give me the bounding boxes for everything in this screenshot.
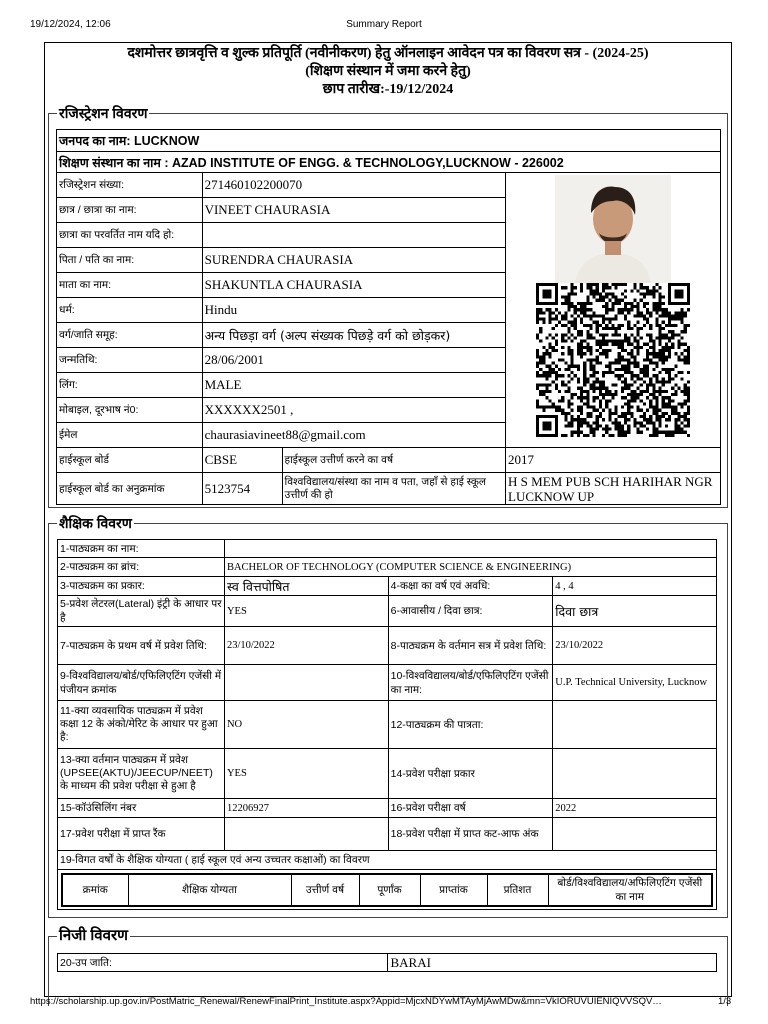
counselling-number: 12206927 — [224, 799, 388, 818]
district-row: जनपद का नाम: LUCKNOW — [57, 130, 721, 152]
field-label: 15-कॉउंसिलिंग नंबर — [58, 799, 225, 818]
education-history-heading: 19-विगत वर्षों के शैक्षिक योग्यता ( हाई स्कूल एवं अन्य उच्चतर कक्षाओं) का विवरण — [58, 851, 717, 870]
field-label: 18-प्रवेश परीक्षा में प्राप्त कट-आफ अंक — [388, 818, 553, 851]
hs-school: H S MEM PUB SCH HARIHAR NGR LUCKNOW UP — [506, 473, 721, 505]
mother-name: SHAKUNTLA CHAURASIA — [202, 273, 505, 298]
field-label: 2-पाठ्यक्रम का ब्रांच: — [58, 558, 225, 577]
field-label: जन्मतिथि: — [57, 348, 203, 373]
course-name — [224, 540, 716, 558]
course-type: स्व वित्तपोषित — [224, 577, 388, 596]
field-label: हाईस्कूल बोर्ड — [57, 448, 203, 473]
field-label: 11-क्या व्यवसायिक पाठ्यक्रम में प्रवेश कक्षा 12 के अंको/मेरिट के आधार पर हुआ है: — [58, 701, 225, 749]
university-registration-number — [224, 665, 388, 701]
course-eligibility — [553, 701, 717, 749]
field-label: 14-प्रवेश परीक्षा प्रकार — [388, 749, 553, 799]
title-line-3: छाप तारीख:-19/12/2024 — [322, 82, 454, 97]
entrance-rank — [224, 818, 388, 851]
field-label: 13-क्या वर्तमान पाठ्यक्रम में प्रवेश (UPSEE(AKTU)/JEECUP/NEET) के माध्यम की प्रवेश परीक्षा से हुआ है — [58, 749, 225, 799]
entrance-exam-type — [553, 749, 717, 799]
field-label: धर्म: — [57, 298, 203, 323]
education-history-table — [61, 873, 713, 907]
changed-name — [202, 223, 505, 248]
field-label: पिता / पति का नाम: — [57, 248, 203, 273]
date-of-birth: 28/06/2001 — [202, 348, 505, 373]
field-label: 10-विश्वविद्यालय/बोर्ड/एफिलिएटिंग एजेंसी का नाम: — [388, 665, 553, 701]
field-label: हाईस्कूल बोर्ड का अनुक्रमांक — [57, 473, 203, 505]
field-label: लिंग: — [57, 373, 203, 398]
personal-table — [57, 953, 717, 972]
page-number: 1/3 — [718, 996, 732, 1007]
title-line-2: (शिक्षण संस्थान में जमा करने हेतु) — [305, 64, 471, 79]
sub-caste: BARAI — [388, 954, 717, 972]
field-label: छात्रा का परवर्तित नाम यदि हो: — [57, 223, 203, 248]
field-label: 8-पाठ्यक्रम के वर्तमान सत्र में प्रवेश तिथि: — [388, 627, 553, 665]
field-label: 4-कक्षा का वर्ष एवं अवधि: — [388, 577, 553, 596]
caste-category: अन्य पिछड़ा वर्ग (अल्प संख्यक पिछड़े वर्ग को छोड़कर) — [202, 323, 505, 348]
entrance-cutoff — [553, 818, 717, 851]
registration-number: 271460102200070 — [202, 173, 505, 198]
field-label: 16-प्रवेश परीक्षा वर्ष — [388, 799, 553, 818]
hs-year: 2017 — [506, 448, 721, 473]
lateral-entry: YES — [224, 596, 388, 627]
field-label: वर्ग/जाति समूह: — [57, 323, 203, 348]
field-label: ईमेल — [57, 423, 203, 448]
title-line-1: दशमोत्तर छात्रवृत्ति व शुल्क प्रतिपूर्ति (नवीनीकरण) हेतु ऑनलाइन आवेदन पत्र का विवरण सत्र - (2024-25) — [127, 46, 649, 61]
field-label: 9-विश्वविद्यालय/बोर्ड/एफिलिएटिंग एजेंसी में पंजीयन क्रमांक — [58, 665, 225, 701]
entrance-exam-year: 2022 — [553, 799, 717, 818]
field-label: 6-आवासीय / दिवा छात्र: — [388, 596, 553, 627]
merit-based-admission: NO — [224, 701, 388, 749]
education-history-cell — [58, 870, 717, 910]
field-label: रजिस्ट्रेशन संख्या: — [57, 173, 203, 198]
father-name: SURENDRA CHAURASIA — [202, 248, 505, 273]
field-label: हाईस्कूल उत्तीर्ण करने का वर्ष — [282, 448, 506, 473]
personal-legend: निजी विवरण — [59, 927, 128, 944]
field-label: मोबाइल, दूरभाष नं0: — [57, 398, 203, 423]
history-header: शैक्षिक योग्यता — [128, 874, 291, 906]
field-label: विश्वविद्यालय/संस्था का नाम व पता, जहाँ से हाई स्कूल उत्तीर्ण की हो — [282, 473, 506, 505]
student-photo — [555, 175, 671, 283]
academic-table — [57, 539, 717, 910]
field-label: माता का नाम: — [57, 273, 203, 298]
academic-legend: शैक्षिक विवरण — [59, 515, 132, 531]
mobile-number: XXXXXX2501 , — [202, 398, 505, 423]
registration-legend: रजिस्ट्रेशन विवरण — [59, 105, 148, 121]
photo-qr-cell — [506, 173, 721, 448]
field-label: 7-पाठ्यक्रम के प्रथम वर्ष में प्रवेश तिथि: — [58, 627, 225, 665]
page-url: https://scholarship.up.gov.in/PostMatric_Renewal/RenewFinalPrint_Institute.aspx?Appid=MjcxNDYwMTAyMjAwMDw&mn=VkIORUVUIENIQVVSQV… — [30, 996, 662, 1007]
history-header: प्राप्तांक — [420, 874, 487, 906]
qr-code-icon — [515, 283, 711, 437]
registration-table — [56, 129, 721, 505]
course-branch: BACHELOR OF TECHNOLOGY (COMPUTER SCIENCE & ENGINEERING) — [224, 558, 716, 577]
university-name: U.P. Technical University, Lucknow — [553, 665, 717, 701]
entrance-exam-admission: YES — [224, 749, 388, 799]
field-label: 12-पाठ्यक्रम की पात्रता: — [388, 701, 553, 749]
history-header: बोर्ड/विश्वविद्यालय/अफिलिएटिंग एजेंसी का नाम — [548, 874, 712, 906]
institute-row: शिक्षण संस्थान का नाम : AZAD INSTITUTE OF ENGG. & TECHNOLOGY,LUCKNOW - 226002 — [57, 152, 721, 173]
field-label: छात्र / छात्रा का नाम: — [57, 198, 203, 223]
field-label: 1-पाठ्यक्रम का नाम: — [58, 540, 225, 558]
field-label: 3-पाठ्यक्रम का प्रकार: — [58, 577, 225, 596]
first-year-admission-date: 23/10/2022 — [224, 627, 388, 665]
email: chaurasiavineet88@gmail.com — [202, 423, 505, 448]
field-label: 5-प्रवेश लेटरल(Lateral) इंट्री के आधार पर है — [58, 596, 225, 627]
history-header: उत्तीर्ण वर्ष — [291, 874, 359, 906]
hs-roll-number: 5123754 — [202, 473, 282, 505]
history-header: क्रमांक — [62, 874, 128, 906]
field-label: 20-उप जाति: — [58, 954, 388, 972]
field-label: 17-प्रवेश परीक्षा में प्राप्त रैंक — [58, 818, 225, 851]
class-year-duration: 4 , 4 — [553, 577, 717, 596]
page-title — [44, 45, 732, 99]
print-datetime: 19/12/2024, 12:06 — [30, 19, 111, 30]
student-name: VINEET CHAURASIA — [202, 198, 505, 223]
history-header: प्रतिशत — [487, 874, 548, 906]
hs-board: CBSE — [202, 448, 282, 473]
religion: Hindu — [202, 298, 505, 323]
current-session-admission-date: 23/10/2022 — [553, 627, 717, 665]
print-title: Summary Report — [346, 19, 422, 30]
gender: MALE — [202, 373, 505, 398]
day-scholar: दिवा छात्र — [553, 596, 717, 627]
history-header: पूर्णांक — [359, 874, 420, 906]
